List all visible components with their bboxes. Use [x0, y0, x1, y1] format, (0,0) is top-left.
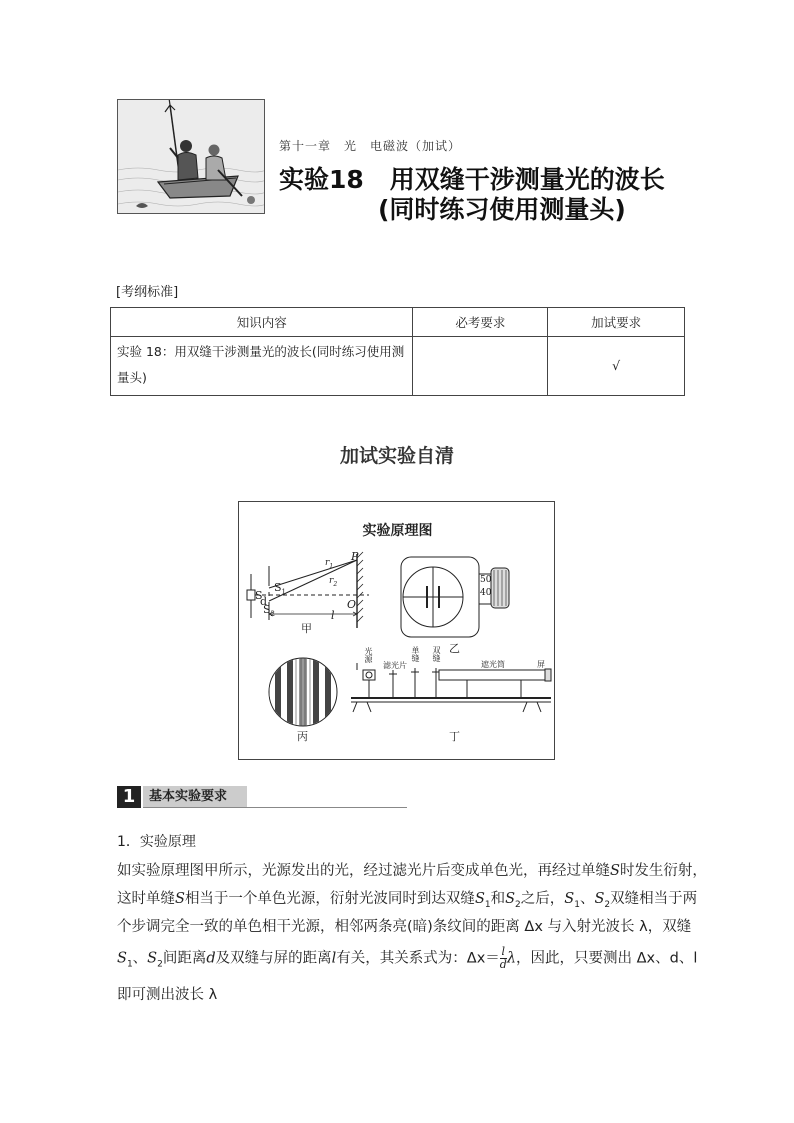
table-cell-required	[413, 337, 548, 396]
body-line-1: 如实验原理图甲所示，光源发出的光，经过滤光片后变成单色光，再经过单缝S时发生衍射，	[117, 863, 707, 879]
label-screen: 屏	[537, 660, 545, 669]
label-r1: $r_1$	[325, 558, 334, 570]
body-line-5: 即可测出波长 λ	[117, 987, 218, 1003]
diagram-title: 实验原理图	[362, 523, 433, 539]
column-header: 必考要求	[413, 308, 548, 337]
label-tube: 遮光筒	[481, 660, 505, 669]
experiment-number: 实验18	[279, 165, 364, 194]
table-cell-extra: √	[548, 337, 685, 396]
body-line-3: 个步调完全一致的单色相干光源，相邻两条亮(暗)条纹间的距离 Δx 与入射光波长 λ，双缝	[117, 919, 692, 935]
label-double-slit: 双缝	[432, 646, 441, 662]
scale-50: 50	[480, 575, 492, 585]
label-light-source: 光源	[364, 647, 373, 663]
page-subtitle: (同时练习使用测量头)	[378, 195, 626, 224]
label-S2: $S_2$	[263, 603, 276, 619]
label-d: d	[260, 595, 268, 608]
scale-40: 40	[480, 588, 492, 598]
section-title: 基本实验要求	[143, 786, 247, 808]
label-yi: 乙	[449, 642, 460, 655]
label-l: l	[331, 609, 335, 622]
diagram-drawing	[239, 502, 556, 761]
item-heading: 1．实验原理	[117, 834, 196, 850]
experiment-title: 用双缝干涉测量光的波长	[389, 165, 665, 194]
label-filter: 滤光片	[383, 661, 407, 670]
label-S: S	[255, 589, 263, 602]
section-heading: 加试实验自清	[339, 445, 454, 467]
label-r2: $r_2$	[329, 576, 338, 588]
header-illustration	[117, 99, 265, 214]
body-line-2: 这时单缝S相当于一个单色光源，衍射光波同时到达双缝$S_1$和$S_2$之后，$S_1$、$S_2$双缝相当于两	[117, 891, 698, 910]
chapter-line: 第十一章 光 电磁波（加试）	[279, 139, 462, 153]
label-single-slit: 单缝	[411, 646, 420, 662]
column-header: 加试要求	[548, 308, 685, 337]
table-cell-content: 实验 18：用双缝干涉测量光的波长(同时练习使用测量头)	[111, 337, 413, 396]
label-ding: 丁	[449, 730, 460, 743]
label-O: O	[347, 598, 357, 611]
fraction: $\frac{l}{d}$	[499, 945, 507, 971]
section-divider	[143, 807, 407, 808]
standards-label: [考纲标准]	[116, 285, 179, 300]
section-number: 1	[117, 786, 141, 808]
table-header-row	[111, 308, 685, 337]
standards-table	[110, 307, 685, 396]
label-jia: 甲	[301, 622, 312, 635]
label-P: P	[351, 550, 359, 563]
label-S1: $S_1$	[274, 581, 287, 597]
table-row	[111, 337, 685, 396]
body-line-4: $S_1$、$S_2$间距离d及双缝与屏的距离l有关，其关系式为：Δx＝ $\frac{l}{d}$ λ，因此，只要测出 Δx、d、l	[117, 945, 698, 971]
principle-diagram	[238, 501, 555, 760]
column-header: 知识内容	[111, 308, 413, 337]
label-bing: 丙	[297, 730, 308, 743]
